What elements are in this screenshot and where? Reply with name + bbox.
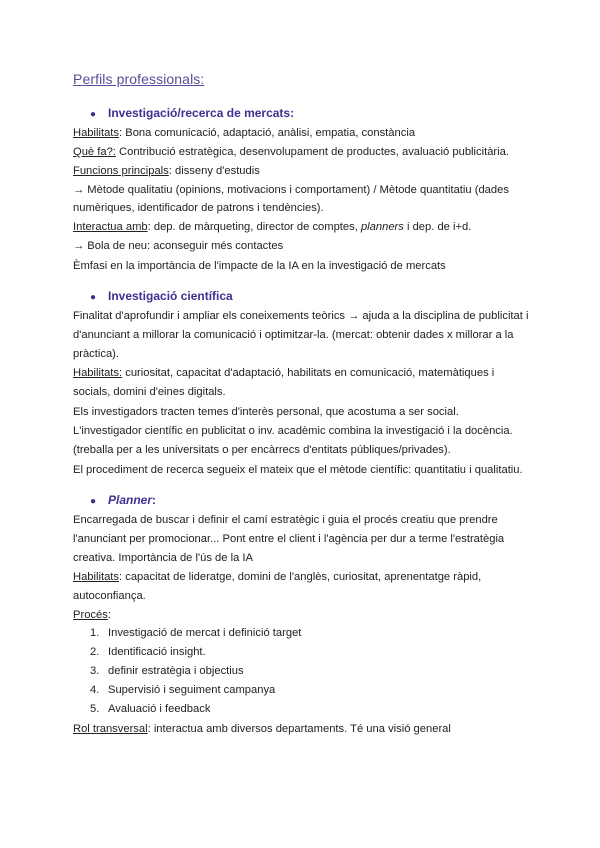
line-text: : Bona comunicació, adaptació, anàlisi, empatia, constància <box>119 127 416 139</box>
line-text: l'anunciant per promocionar... Pont entre el client i l'agència per dur a terme l'estratègia <box>73 533 505 545</box>
section-heading-planner <box>90 493 156 507</box>
list-item <box>90 646 206 658</box>
list-text: Identificació insight. <box>108 646 206 658</box>
line-text: autoconfiança. <box>73 590 146 602</box>
line-text: Contribució estratègica, desenvolupament de productes, avaluació publicitària. <box>115 146 509 158</box>
text-line <box>73 145 509 159</box>
text-line <box>73 589 146 603</box>
text-line <box>73 463 523 477</box>
list-number: 5. <box>90 703 100 715</box>
line-text: curiositat, capacitat d'adaptació, habilitats en comunicació, matemàtiques i <box>122 367 495 379</box>
line-label: Interactua amb <box>73 221 148 233</box>
text-line <box>73 126 415 140</box>
text-line <box>73 513 498 527</box>
section-heading-suffix: : <box>152 493 157 507</box>
section-heading-text: Investigació/recerca de mercats: <box>108 106 295 120</box>
text-line <box>73 722 451 736</box>
line-text: creativa. Importància de l'ús de la IA <box>73 552 253 564</box>
text-line <box>73 309 528 323</box>
text-line <box>73 570 481 584</box>
text-line <box>73 443 451 457</box>
list-number: 2. <box>90 646 100 658</box>
list-number: 3. <box>90 665 100 677</box>
text-line <box>73 608 111 622</box>
text-line <box>73 366 494 380</box>
text-line <box>73 183 509 197</box>
section-heading-text: Planner <box>108 493 153 507</box>
line-italic: planners <box>360 221 404 233</box>
line-text: El procediment de recerca segueix el mateix que el mètode científic: quantitatiu i qualitatiu. <box>73 464 523 476</box>
section-heading-scientific-research <box>90 289 233 303</box>
text-line <box>73 424 513 438</box>
line-text: numèriques, identificador de patrons i tendències). <box>73 202 324 214</box>
line-text: Els investigadors tracten temes d'interès personal, que acostuma a ser social. <box>73 406 459 418</box>
list-text: Supervisió i seguiment campanya <box>108 684 276 696</box>
line-text: : dep. de màrqueting, director de comptes, <box>147 221 361 233</box>
line-label: Procés <box>73 609 108 621</box>
text-line <box>73 259 446 273</box>
line-text: (treballa per a les universitats o per encàrrecs d'entitats públiques/privades). <box>73 444 451 456</box>
line-text: → Bola de neu: aconseguir més contactes <box>73 240 284 252</box>
text-line <box>73 201 324 215</box>
line-text: pràctica). <box>73 348 120 360</box>
bullet-icon: ● <box>90 496 97 507</box>
text-line <box>73 220 471 234</box>
line-label: Habilitats: <box>73 367 123 379</box>
list-text: Avaluació i feedback <box>108 703 211 715</box>
line-text: : interactua amb diversos departaments. Té una visió general <box>147 723 451 735</box>
line-text: → Mètode qualitatiu (opinions, motivacions i comportament) / Mètode quantitatiu (dades <box>73 184 509 196</box>
line-text: Èmfasi en la importància de l'impacte de la IA en la investigació de mercats <box>73 260 446 272</box>
text-line <box>73 328 514 342</box>
list-item <box>90 665 244 677</box>
list-text: definir estratègia i objectius <box>108 665 244 677</box>
text-line <box>73 164 260 178</box>
bullet-icon: ● <box>90 292 97 303</box>
text-line <box>73 385 226 399</box>
line-text: : disseny d'estudis <box>168 165 260 177</box>
text-line <box>73 551 253 565</box>
line-text: Encarregada de buscar i definir el camí estratègic i guia el procés creatiu que prendre <box>73 514 498 526</box>
line-text: : capacitat de lideratge, domini de l'anglès, curiositat, aprenentatge ràpid, <box>119 571 482 583</box>
line-text: Finalitat d'aprofundir i ampliar els coneixements teòrics → ajuda a la disciplina de publicitat i <box>73 310 529 322</box>
line-text: L'investigador científic en publicitat o inv. acadèmic combina la investigació i la docència. <box>73 425 513 437</box>
line-label: Funcions principals <box>73 165 169 177</box>
list-text: Investigació de mercat i definició target <box>108 627 302 639</box>
line-text: : <box>107 609 111 621</box>
line-label: Habilitats <box>73 127 120 139</box>
line-label: Què fa?: <box>73 146 116 158</box>
list-number: 4. <box>90 684 100 696</box>
line-label: Rol transversal <box>73 723 148 735</box>
line-label: Habilitats <box>73 571 120 583</box>
section-heading-text: Investigació científica <box>108 289 233 303</box>
line-text: d'anunciant a millorar la comunicació i optimitzar-la. (mercat: obtenir dades x millorar a la <box>73 329 514 341</box>
list-number: 1. <box>90 627 100 639</box>
list-item <box>90 627 301 639</box>
section-heading-market-research <box>90 106 294 120</box>
list-item <box>90 703 210 715</box>
text-line <box>73 347 119 361</box>
list-item <box>90 684 275 696</box>
text-line <box>73 532 504 546</box>
line-text: socials, domini d'eines digitals. <box>73 386 226 398</box>
bullet-icon: ● <box>90 109 97 120</box>
line-text-2: i dep. de i+d. <box>403 221 472 233</box>
text-line <box>73 239 283 253</box>
text-line <box>73 405 459 419</box>
page-title: Perfils professionals: <box>73 71 205 87</box>
